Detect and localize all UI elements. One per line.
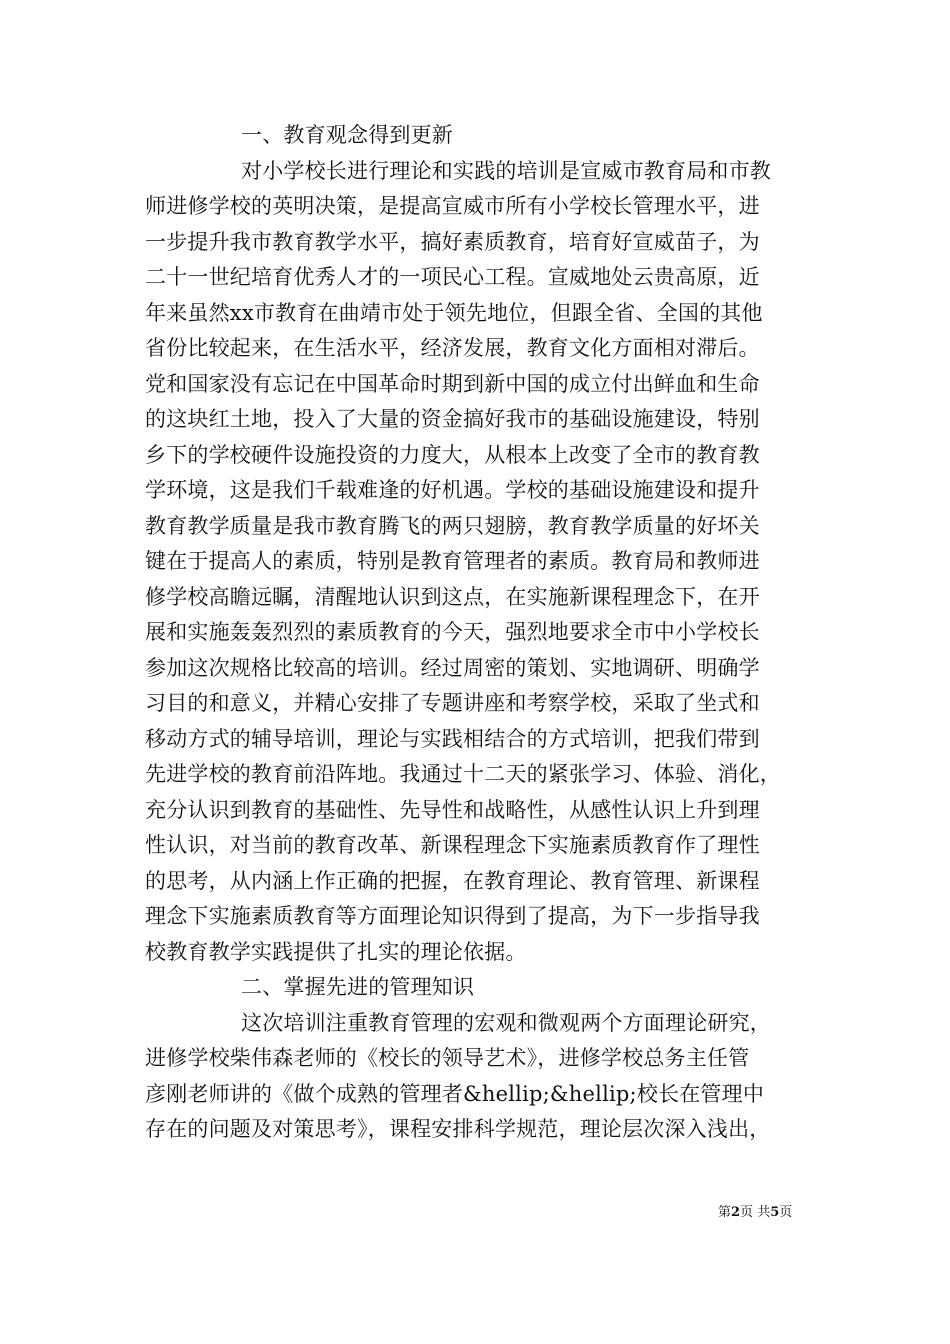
footer-suffix: 页 [779,1205,793,1220]
paragraph-line: 省份比较起来，在生活水平，经济发展，教育文化方面相对滞后。 [145,336,760,360]
paragraph-line: 党和国家没有忘记在中国革命时期到新中国的成立付出鲜血和生命 [145,371,760,396]
paragraph-line: 修学校高瞻远瞩，清醒地认识到这点，在实施新课程理念下，在开 [145,584,760,609]
paragraph-line: 充分认识到教育的基础性、先导性和战略性，从感性认识上升到理 [145,797,760,822]
document-body [145,118,825,1148]
paragraph-line: 的思考，从内涵上作正确的把握，在教育理论、教育管理、新课程 [145,868,760,893]
paragraph-line: 展和实施轰轰烈烈的素质教育的今天，强烈地要求全市中小学校长 [145,620,760,644]
paragraph-line: 的这块红土地，投入了大量的资金搞好我市的基础设施建设，特别 [145,407,760,431]
paragraph-line: 存在的问题及对策思考》，课程安排科学规范，理论层次深入浅出， [145,1117,771,1141]
paragraph-line: 学环境，这是我们千载难逢的好机遇。学校的基础设施建设和提升 [145,478,760,502]
paragraph-line: 这次培训注重教育管理的宏观和微观两个方面理论研究， [241,1010,771,1035]
paragraph-line: 参加这次规格比较高的培训。经过周密的策划、实地调研、明确学 [145,655,760,680]
paragraph-line: 二十一世纪培育优秀人才的一项民心工程。宣威地处云贵高原，近 [145,265,760,289]
paragraph-line: 彦刚老师讲的《做个成熟的管理者&hellip;&hellip;校长在管理中 [145,1081,765,1106]
footer-page-number: 2 [731,1205,741,1220]
paragraph-line: 理念下实施素质教育等方面理论知识得到了提高，为下一步指导我 [145,904,760,928]
section-heading: 一、教育观念得到更新 [241,123,453,147]
footer-prefix: 第 [718,1205,732,1220]
page-footer [718,1204,792,1222]
paragraph-line: 习目的和意义，并精心安排了专题讲座和考察学校，采取了坐式和 [145,691,760,715]
paragraph-line: 性认识，对当前的教育改革、新课程理念下实施素质教育作了理性 [145,833,760,857]
paragraph-line: 校教育教学实践提供了扎实的理论依据。 [145,939,527,964]
paragraph-line: 进修学校柴伟森老师的《校长的领导艺术》，进修学校总务主任管 [145,1046,750,1070]
paragraph-line: 先进学校的教育前沿阵地。我通过十二天的紧张学习、体验、消化， [145,762,781,786]
paragraph-line: 乡下的学校硬件设施投资的力度大，从根本上改变了全市的教育教 [145,442,760,467]
paragraph-line: 教育教学质量是我市教育腾飞的两只翅膀，教育教学质量的好坏关 [145,513,760,538]
footer-total-pages: 5 [770,1205,780,1220]
footer-middle: 页 共 [740,1205,771,1220]
paragraph-line: 一步提升我市教育教学水平，搞好素质教育，培育好宣威苗子，为 [145,229,760,254]
paragraph-line: 年来虽然xx市教育在曲靖市处于领先地位，但跟全省、全国的其他 [145,300,763,325]
paragraph-line: 对小学校长进行理论和实践的培训是宣威市教育局和市教 [241,158,771,183]
paragraph-line: 师进修学校的英明决策，是提高宣威市所有小学校长管理水平，进 [145,194,760,218]
paragraph-line: 移动方式的辅导培训，理论与实践相结合的方式培训，把我们带到 [145,726,760,751]
paragraph-line: 键在于提高人的素质，特别是教育管理者的素质。教育局和教师进 [145,549,760,573]
section-heading: 二、掌握先进的管理知识 [241,975,475,999]
